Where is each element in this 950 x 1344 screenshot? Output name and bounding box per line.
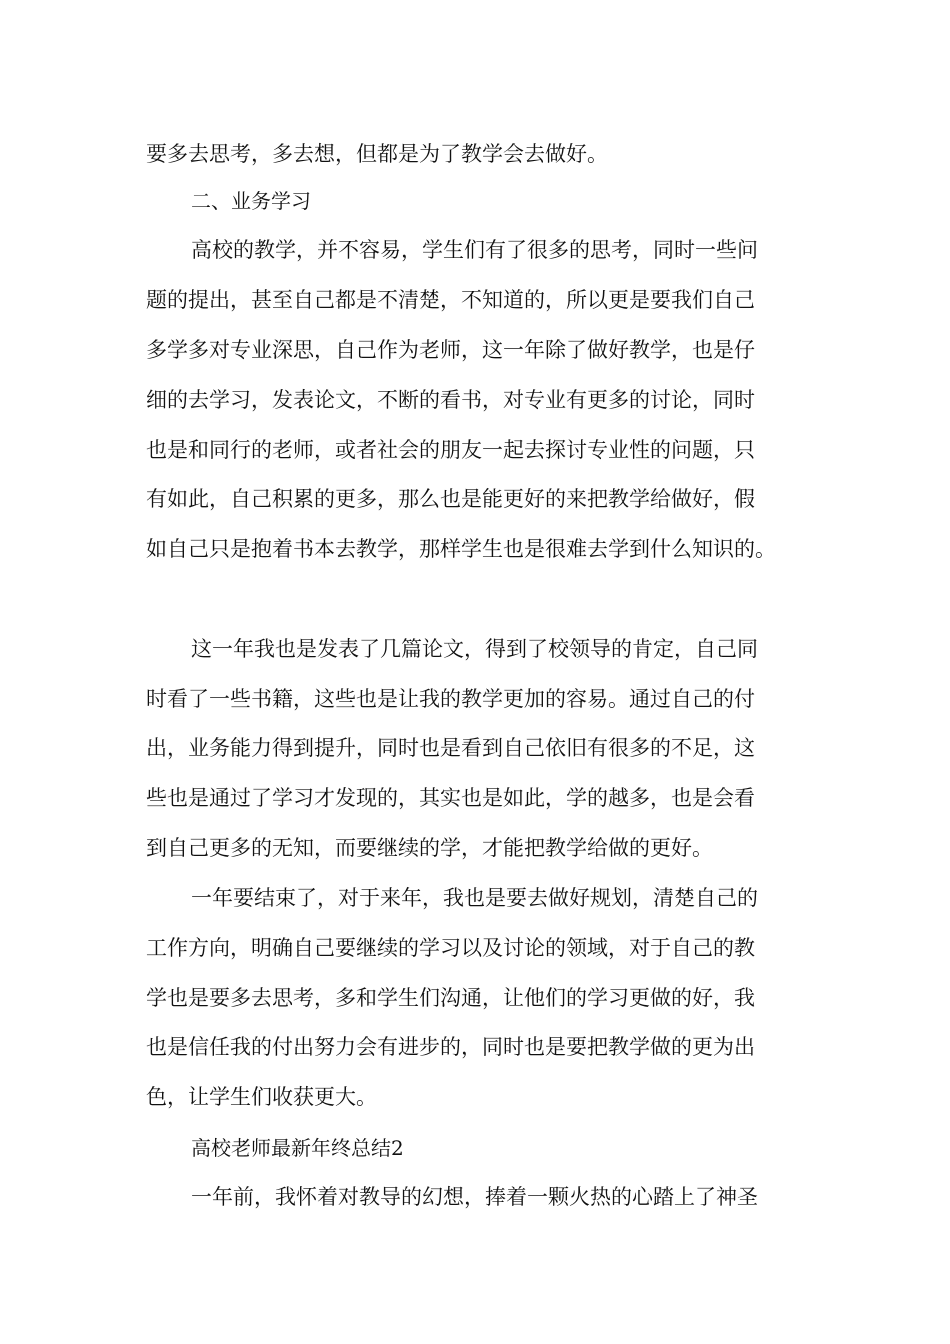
text-line: 有如此，自己积累的更多，那么也是能更好的来把教学给做好，假 — [146, 487, 755, 511]
text-line: 学也是要多去思考，多和学生们沟通，让他们的学习更做的好，我 — [146, 986, 755, 1010]
text-line: 到自己更多的无知，而要继续的学，才能把教学给做的更好。 — [146, 836, 713, 860]
text-line: 也是和同行的老师，或者社会的朋友一起去探讨专业性的问题，只 — [146, 438, 755, 462]
text-line: 一年前，我怀着对教导的幻想，捧着一颗火热的心踏上了神圣 — [191, 1185, 758, 1209]
text-line: 也是信任我的付出努力会有进步的，同时也是要把教学做的更为出 — [146, 1035, 755, 1059]
text-line: 这一年我也是发表了几篇论文，得到了校领导的肯定，自己同 — [191, 637, 758, 661]
section-heading: 二、业务学习 — [191, 189, 311, 213]
text-line: 如自己只是抱着书本去教学，那样学生也是很难去学到什么知识的。 — [146, 537, 776, 561]
text-line: 要多去思考，多去想，但都是为了教学会去做好。 — [146, 142, 608, 166]
text-line: 多学多对专业深思，自己作为老师，这一年除了做好教学，也是仔 — [146, 338, 755, 362]
text-line: 出，业务能力得到提升，同时也是看到自己依旧有很多的不足，这 — [146, 736, 755, 760]
text-line: 一年要结束了，对于来年，我也是要去做好规划，清楚自己的 — [191, 886, 758, 910]
text-line: 时看了一些书籍，这些也是让我的教学更加的容易。通过自己的付 — [146, 687, 755, 711]
text-line: 工作方向，明确自己要继续的学习以及讨论的领域，对于自己的教 — [146, 936, 755, 960]
text-line: 些也是通过了学习才发现的，其实也是如此，学的越多，也是会看 — [146, 786, 755, 810]
text-line: 色，让学生们收获更大。 — [146, 1085, 377, 1109]
section-heading: 高校老师最新年终总结2 — [191, 1136, 404, 1160]
text-line: 高校的教学，并不容易，学生们有了很多的思考，同时一些问 — [191, 238, 758, 262]
text-line: 细的去学习，发表论文，不断的看书，对专业有更多的讨论，同时 — [146, 388, 755, 412]
text-line: 题的提出，甚至自己都是不清楚，不知道的，所以更是要我们自己 — [146, 288, 755, 312]
